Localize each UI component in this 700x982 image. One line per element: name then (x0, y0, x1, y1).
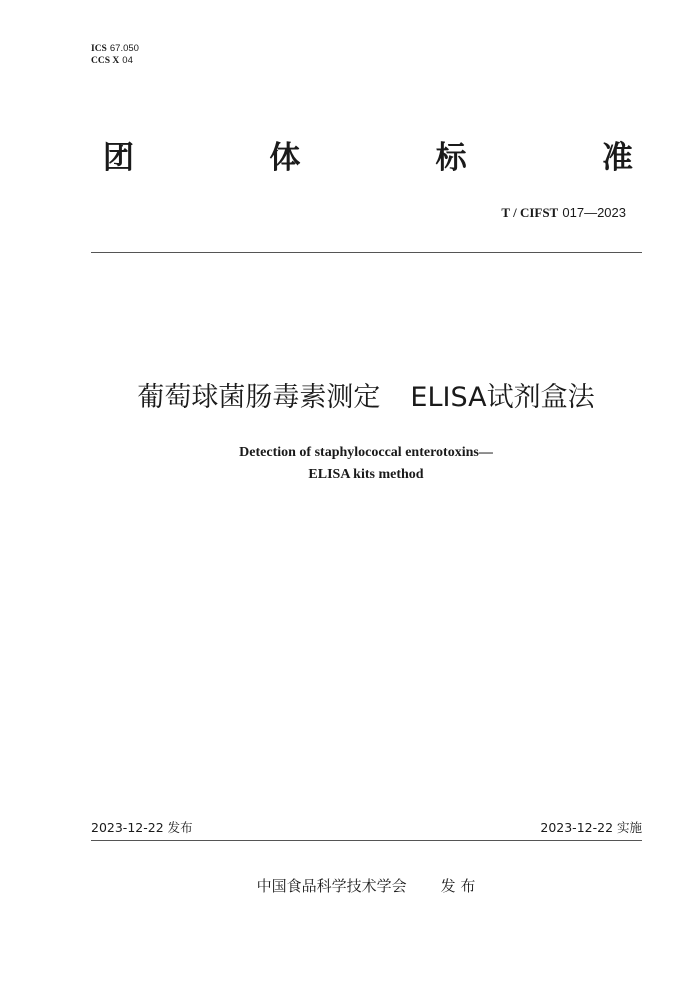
chinese-title-method: ELISA试剂盒法 (410, 382, 595, 413)
english-title-line1: Detection of staphylococcal enterotoxins— (239, 445, 493, 460)
ics-value: 67.050 (109, 43, 139, 54)
ccs-value: 04 (122, 55, 133, 66)
bottom-divider (91, 840, 642, 841)
chinese-title-main: 葡萄球菌肠毒素测定 (137, 382, 381, 413)
english-title-line2: ELISA kits method (308, 467, 424, 482)
classification-codes (91, 43, 139, 67)
implementation-date: 2023-12-22 实施 (540, 820, 642, 835)
standard-number-prefix: T / CIFST (501, 205, 559, 220)
english-title (0, 442, 700, 486)
standard-number (501, 205, 626, 222)
top-divider (91, 252, 642, 253)
issue-date: 2023-12-22 发布 (91, 820, 193, 835)
publisher-line (0, 876, 700, 896)
ics-code (91, 43, 139, 55)
date-row (91, 820, 642, 836)
standard-number-value: 017—2023 (562, 205, 626, 220)
ccs-label: CCS X (91, 56, 120, 66)
standard-type-char: 标 (435, 140, 467, 176)
publisher-action: 发 布 (440, 877, 476, 895)
standard-type-char: 团 (103, 140, 134, 176)
chinese-title (0, 381, 700, 415)
standard-type-char: 准 (601, 140, 633, 176)
publisher-name: 中国食品科学技术学会 (256, 877, 407, 895)
standard-type-char: 体 (269, 140, 301, 176)
standard-type-heading (103, 140, 633, 176)
ccs-code (91, 55, 139, 67)
ics-label: ICS (91, 44, 107, 54)
